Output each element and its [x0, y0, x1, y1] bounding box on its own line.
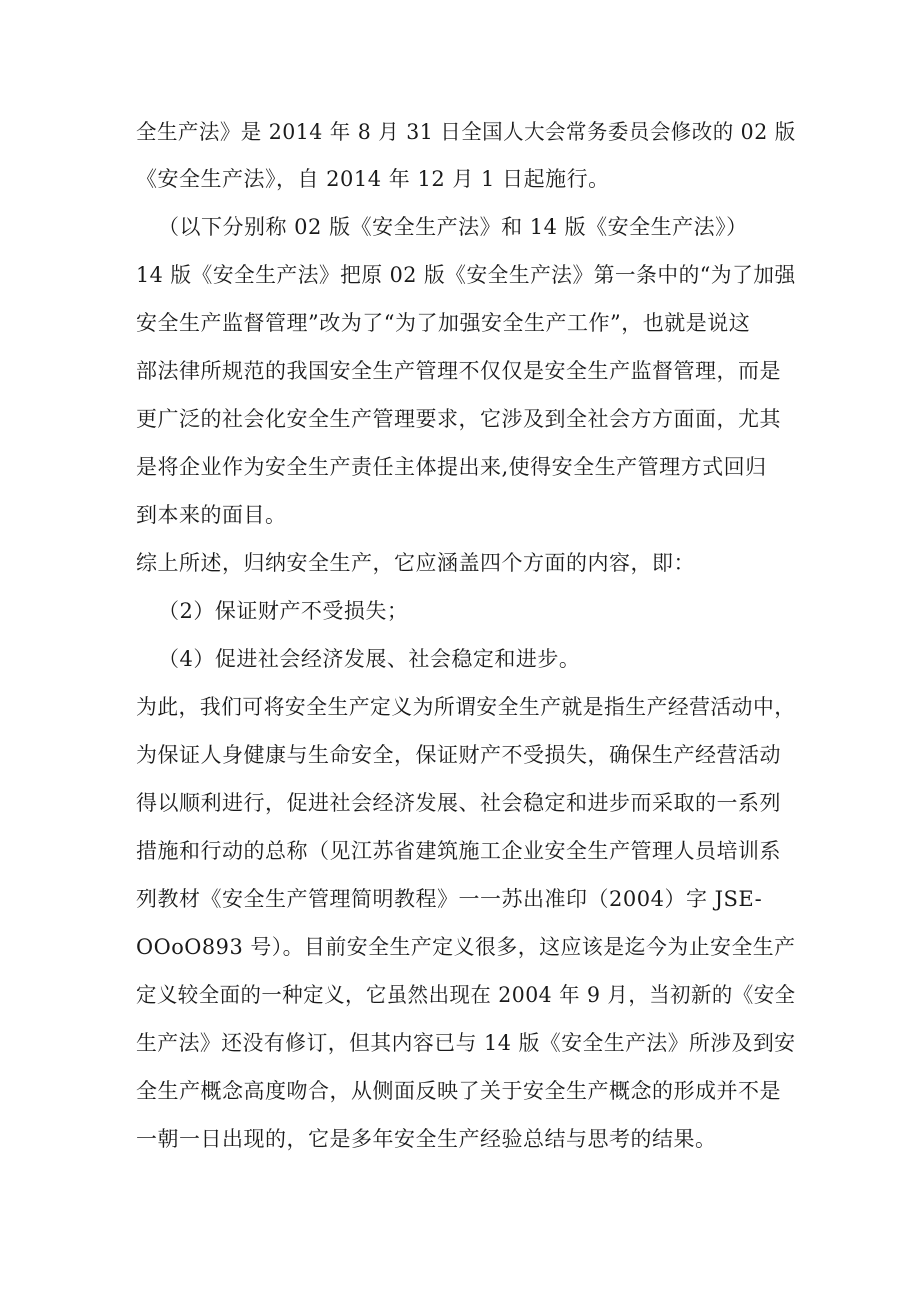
text-line-16: 措施和行动的总称（见江苏省建筑施工企业安全生产管理人员培训系 [136, 839, 781, 863]
text-line-8: 是将企业作为安全生产责任主体提出来,使得安全生产管理方式回归 [136, 455, 767, 479]
text-line-10: 综上所述，归纳安全生产，它应涵盖四个方面的内容，即： [136, 551, 695, 575]
text-line-21: 全生产概念高度吻合，从侧面反映了关于安全生产概念的形成并不是 [136, 1079, 781, 1103]
text-line-4: 14 版《安全生产法》把原 02 版《安全生产法》第一条中的“为了加强 [136, 263, 796, 287]
text-line-13: 为此，我们可将安全生产定义为所谓安全生产就是指生产经营活动中， [136, 695, 796, 719]
text-line-11: （2）保证财产不受损失； [158, 599, 409, 623]
text-line-15: 得以顺利进行，促进社会经济发展、社会稳定和进步而采取的一系列 [136, 791, 781, 815]
text-line-6: 部法律所规范的我国安全生产管理不仅仅是安全生产监督管理，而是 [136, 359, 781, 383]
text-line-2: 《安全生产法》，自 2014 年 12 月 1 日起施行。 [136, 167, 610, 191]
text-line-22: 一朝一日出现的，它是多年安全生产经验总结与思考的结果。 [136, 1127, 717, 1151]
text-line-19: 定义较全面的一种定义，它虽然出现在 2004 年 9 月，当初新的《安全 [136, 983, 796, 1007]
text-line-7: 更广泛的社会化安全生产管理要求，它涉及到全社会方方面面，尤其 [136, 407, 781, 431]
text-line-1: 全生产法》是 2014 年 8 月 31 日全国人大会常务委员会修改的 02 版 [136, 120, 796, 144]
text-line-18: OOoO893 号）。目前安全生产定义很多，这应该是迄今为止安全生产 [136, 935, 796, 959]
text-line-5: 安全生产监督管理”改为了“为了加强安全生产工作”，也就是说这 [136, 311, 751, 335]
text-line-20: 生产法》还没有修订，但其内容已与 14 版《安全生产法》所涉及到安 [136, 1031, 796, 1055]
text-line-3: （以下分别称 02 版《安全生产法》和 14 版《安全生产法》） [158, 215, 748, 239]
text-line-9: 到本来的面目。 [136, 503, 287, 527]
text-line-14: 为保证人身健康与生命安全，保证财产不受损失，确保生产经营活动 [136, 743, 781, 767]
text-line-12: （4）促进社会经济发展、社会稳定和进步。 [158, 647, 581, 671]
text-line-17: 列教材《安全生产管理简明教程》一一苏出准印（2004）字 JSE- [136, 887, 763, 911]
